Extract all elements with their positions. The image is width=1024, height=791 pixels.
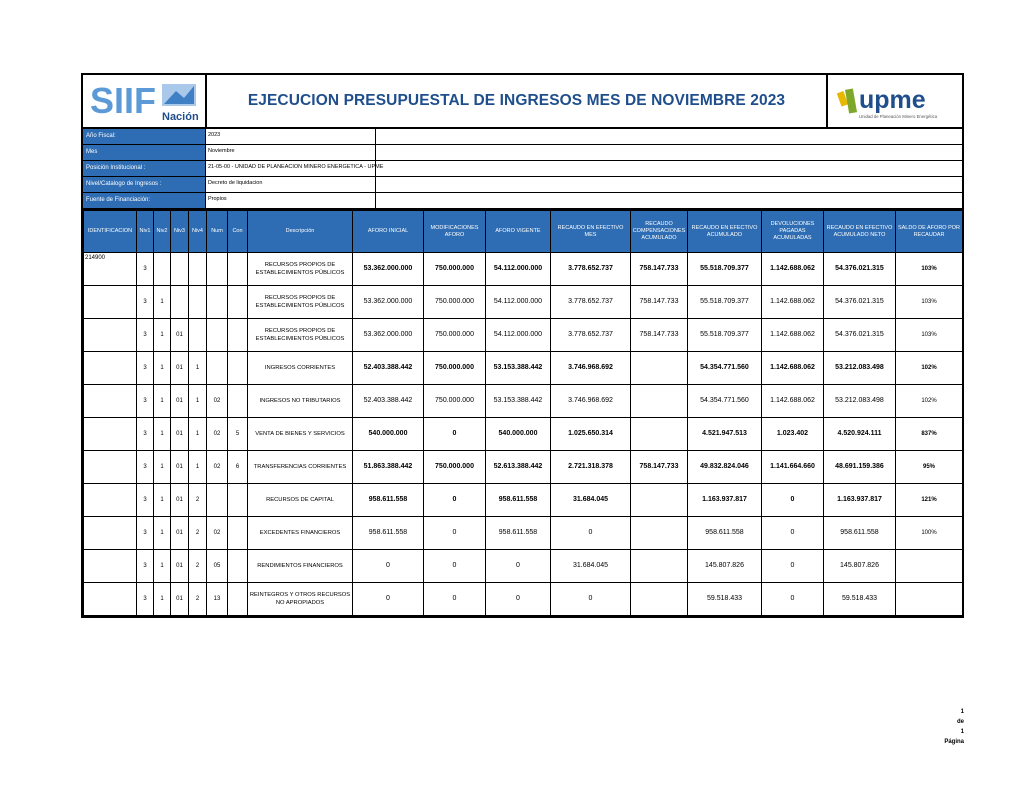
table-cell-compensaciones	[631, 352, 688, 385]
column-header: Niv4	[189, 211, 207, 253]
table-cell-aforo-vigente: 540.000.000	[486, 418, 551, 451]
table-cell-devoluciones: 1.141.664.660	[762, 451, 824, 484]
table-cell-aforo-vigente: 958.611.558	[486, 517, 551, 550]
table-cell-desc: RECURSOS DE CAPITAL	[248, 484, 353, 517]
table-cell-neto: 59.518.433	[824, 583, 896, 616]
table-cell-recaudo-acum: 55.518.709.377	[688, 286, 762, 319]
table-cell-desc: REINTEGROS Y OTROS RECURSOS NO APROPIADOS	[248, 583, 353, 616]
table-cell-n2: 1	[154, 352, 171, 385]
table-cell-num	[207, 286, 228, 319]
table-cell-num: 02	[207, 451, 228, 484]
table-cell-n1: 3	[137, 418, 154, 451]
table-cell-n2: 1	[154, 517, 171, 550]
table-cell-recaudo-mes: 2.721.318.378	[551, 451, 631, 484]
table-cell-n2: 1	[154, 451, 171, 484]
table-cell-recaudo-acum: 145.807.826	[688, 550, 762, 583]
table-cell-neto: 53.212.083.498	[824, 352, 896, 385]
table-cell-n3: 01	[171, 583, 189, 616]
upme-logo	[826, 75, 962, 127]
table-cell-modificaciones: 0	[424, 583, 486, 616]
meta-value: Decreto de liquidacion	[206, 177, 376, 192]
column-header: MODIFICACIONES AFORO	[424, 211, 486, 253]
table-row	[84, 550, 963, 583]
table-cell-desc: TRANSFERENCIAS CORRIENTES	[248, 451, 353, 484]
column-header: Niv3	[171, 211, 189, 253]
table-cell-con	[228, 484, 248, 517]
table-cell-saldo: 100%	[896, 517, 963, 550]
siif-logo	[83, 75, 207, 127]
table-cell-num: 02	[207, 517, 228, 550]
table-cell-n3: 01	[171, 451, 189, 484]
table-cell-devoluciones: 1.142.688.062	[762, 253, 824, 286]
table-cell-aforo-inicial: 52.403.388.442	[353, 352, 424, 385]
meta-value: 2023	[206, 129, 376, 144]
table-cell-neto: 54.376.021.315	[824, 286, 896, 319]
table-cell-desc: INGRESOS CORRIENTES	[248, 352, 353, 385]
table-cell-n2: 1	[154, 583, 171, 616]
table-cell-recaudo-acum: 54.354.771.560	[688, 352, 762, 385]
table-cell-saldo: 103%	[896, 319, 963, 352]
table-cell-neto: 54.376.021.315	[824, 319, 896, 352]
table-cell-num	[207, 484, 228, 517]
column-header: AFORO INICIAL	[353, 211, 424, 253]
meta-label: Posición Institucional :	[83, 161, 206, 176]
column-header: DEVOLUCIONES PAGADAS ACUMULADAS	[762, 211, 824, 253]
table-cell-aforo-inicial: 52.403.388.442	[353, 385, 424, 418]
table-cell-n3: 01	[171, 550, 189, 583]
table-cell-recaudo-mes: 3.746.968.692	[551, 352, 631, 385]
table-cell-compensaciones: 758.147.733	[631, 319, 688, 352]
table-header-row	[84, 211, 963, 253]
column-header: Con	[228, 211, 248, 253]
table-cell-aforo-inicial: 53.362.000.000	[353, 319, 424, 352]
page-footer	[934, 707, 964, 747]
table-cell-n2: 1	[154, 484, 171, 517]
table-cell-compensaciones	[631, 418, 688, 451]
table-cell-recaudo-acum: 4.521.947.513	[688, 418, 762, 451]
table-cell-saldo: 95%	[896, 451, 963, 484]
meta-row-funding-source	[83, 193, 962, 210]
table-cell-n4: 1	[189, 418, 207, 451]
table-cell-n3: 01	[171, 517, 189, 550]
meta-row-institution	[83, 161, 962, 177]
table-cell-devoluciones: 1.142.688.062	[762, 319, 824, 352]
table-row	[84, 253, 963, 286]
table-cell-desc: VENTA DE BIENES Y SERVICIOS	[248, 418, 353, 451]
table-cell-compensaciones	[631, 484, 688, 517]
table-cell-saldo	[896, 583, 963, 616]
table-cell-n3: 01	[171, 352, 189, 385]
table-cell-id	[84, 418, 137, 451]
column-header: RECAUDO EN EFECTIVO ACUMULADO NETO	[824, 211, 896, 253]
table-cell-con	[228, 253, 248, 286]
table-cell-aforo-inicial: 53.362.000.000	[353, 286, 424, 319]
table-cell-devoluciones: 1.023.402	[762, 418, 824, 451]
table-cell-id	[84, 319, 137, 352]
table-cell-n4	[189, 286, 207, 319]
table-cell-id: 214900	[84, 253, 137, 286]
meta-row-month	[83, 145, 962, 161]
table-cell-recaudo-mes: 1.025.650.314	[551, 418, 631, 451]
table-cell-neto: 958.611.558	[824, 517, 896, 550]
table-cell-n1: 3	[137, 550, 154, 583]
table-cell-devoluciones: 1.142.688.062	[762, 385, 824, 418]
table-cell-num	[207, 319, 228, 352]
table-cell-id	[84, 352, 137, 385]
table-cell-aforo-inicial: 53.362.000.000	[353, 253, 424, 286]
table-cell-modificaciones: 750.000.000	[424, 253, 486, 286]
table-row	[84, 352, 963, 385]
table-cell-n4: 2	[189, 484, 207, 517]
table-cell-n4: 1	[189, 352, 207, 385]
table-cell-n1: 3	[137, 286, 154, 319]
table-row	[84, 286, 963, 319]
table-row	[84, 451, 963, 484]
column-header: RECAUDO EN EFECTIVO MES	[551, 211, 631, 253]
table-cell-recaudo-mes: 3.778.652.737	[551, 253, 631, 286]
table-cell-saldo: 837%	[896, 418, 963, 451]
table-cell-saldo: 102%	[896, 385, 963, 418]
table-cell-devoluciones: 0	[762, 550, 824, 583]
table-cell-n4: 1	[189, 451, 207, 484]
report-header	[83, 75, 962, 129]
table-cell-con	[228, 517, 248, 550]
table-cell-n3	[171, 253, 189, 286]
column-header: IDENTIFICACION	[84, 211, 137, 253]
table-cell-neto: 54.376.021.315	[824, 253, 896, 286]
table-cell-compensaciones: 758.147.733	[631, 451, 688, 484]
table-cell-compensaciones: 758.147.733	[631, 286, 688, 319]
column-header: Niv1	[137, 211, 154, 253]
meta-value: Propios	[206, 193, 376, 208]
table-cell-recaudo-mes: 3.778.652.737	[551, 319, 631, 352]
table-cell-num: 13	[207, 583, 228, 616]
report-title: EJECUCION PRESUPUESTAL DE INGRESOS MES DE NOVIEMBRE 2023	[247, 92, 786, 109]
table-cell-modificaciones: 0	[424, 517, 486, 550]
table-cell-n4	[189, 253, 207, 286]
meta-label: Año Fiscal:	[83, 129, 206, 144]
table-cell-devoluciones: 1.142.688.062	[762, 352, 824, 385]
table-cell-n1: 3	[137, 484, 154, 517]
table-cell-con: 6	[228, 451, 248, 484]
table-row	[84, 418, 963, 451]
table-cell-neto: 4.520.924.111	[824, 418, 896, 451]
table-row	[84, 583, 963, 616]
table-cell-num	[207, 253, 228, 286]
upme-logo-subtext: Unidad de Planeación Minero Energética	[859, 114, 938, 119]
table-cell-neto: 53.212.083.498	[824, 385, 896, 418]
table-cell-compensaciones: 758.147.733	[631, 253, 688, 286]
table-cell-n1: 3	[137, 352, 154, 385]
table-cell-n2: 1	[154, 550, 171, 583]
table-cell-con	[228, 583, 248, 616]
table-cell-n3: 01	[171, 385, 189, 418]
table-cell-aforo-inicial: 0	[353, 583, 424, 616]
table-cell-n1: 3	[137, 253, 154, 286]
table-cell-id	[84, 517, 137, 550]
table-cell-n1: 3	[137, 451, 154, 484]
table-cell-recaudo-acum: 54.354.771.560	[688, 385, 762, 418]
table-cell-modificaciones: 750.000.000	[424, 385, 486, 418]
table-cell-con	[228, 352, 248, 385]
table-cell-aforo-inicial: 958.611.558	[353, 484, 424, 517]
table-cell-con: 5	[228, 418, 248, 451]
table-cell-n3: 01	[171, 418, 189, 451]
page-label: Página	[944, 739, 964, 745]
table-cell-aforo-inicial: 51.863.388.442	[353, 451, 424, 484]
column-header: AFORO VIGENTE	[486, 211, 551, 253]
table-cell-aforo-inicial: 958.611.558	[353, 517, 424, 550]
table-cell-con	[228, 385, 248, 418]
table-cell-n2: 1	[154, 319, 171, 352]
page-total: 1	[960, 729, 964, 735]
table-cell-n3: 01	[171, 319, 189, 352]
table-cell-aforo-vigente: 54.112.000.000	[486, 286, 551, 319]
table-cell-n2: 1	[154, 286, 171, 319]
table-cell-desc: RECURSOS PROPIOS DE ESTABLECIMIENTOS PÚBLICOS	[248, 253, 353, 286]
meta-row-fiscal-year	[83, 129, 962, 145]
table-cell-desc: INGRESOS NO TRIBUTARIOS	[248, 385, 353, 418]
table-cell-n3	[171, 286, 189, 319]
page-number: 1	[960, 709, 964, 715]
table-cell-id	[84, 451, 137, 484]
table-cell-aforo-vigente: 54.112.000.000	[486, 319, 551, 352]
report-sheet	[81, 73, 964, 618]
meta-label: Nivel/Catalogo de Ingresos :	[83, 177, 206, 192]
table-cell-n4: 2	[189, 583, 207, 616]
table-cell-modificaciones: 0	[424, 418, 486, 451]
table-body	[84, 253, 963, 616]
table-cell-devoluciones: 0	[762, 484, 824, 517]
table-cell-n2	[154, 253, 171, 286]
table-cell-recaudo-mes: 0	[551, 517, 631, 550]
table-cell-recaudo-mes: 31.684.045	[551, 550, 631, 583]
siif-logo-subtext: Nación	[162, 111, 199, 123]
table-cell-n2: 1	[154, 385, 171, 418]
table-cell-neto: 1.163.937.817	[824, 484, 896, 517]
table-cell-num: 02	[207, 418, 228, 451]
page-of: de	[956, 719, 964, 725]
meta-label: Fuente de Financiación:	[83, 193, 206, 208]
table-cell-neto: 145.807.826	[824, 550, 896, 583]
table-cell-recaudo-acum: 1.163.937.817	[688, 484, 762, 517]
table-cell-saldo: 121%	[896, 484, 963, 517]
table-cell-con	[228, 550, 248, 583]
table-cell-modificaciones: 750.000.000	[424, 286, 486, 319]
meta-row-catalog	[83, 177, 962, 193]
table-cell-desc: RECURSOS PROPIOS DE ESTABLECIMIENTOS PÚBLICOS	[248, 286, 353, 319]
table-cell-n1: 3	[137, 319, 154, 352]
table-cell-id	[84, 385, 137, 418]
table-cell-aforo-vigente: 53.153.388.442	[486, 385, 551, 418]
meta-value: 21-05-00 - UNIDAD DE PLANEACION MINERO ENERGETICA - UPME	[206, 161, 376, 176]
table-cell-devoluciones: 1.142.688.062	[762, 286, 824, 319]
table-cell-devoluciones: 0	[762, 583, 824, 616]
table-row	[84, 484, 963, 517]
table-cell-n4: 2	[189, 517, 207, 550]
table-cell-aforo-vigente: 53.153.388.442	[486, 352, 551, 385]
table-cell-modificaciones: 0	[424, 550, 486, 583]
table-cell-con	[228, 319, 248, 352]
table-cell-recaudo-acum: 59.518.433	[688, 583, 762, 616]
meta-value: Noviembre	[206, 145, 376, 160]
table-cell-recaudo-acum: 49.832.824.046	[688, 451, 762, 484]
table-row	[84, 385, 963, 418]
table-cell-aforo-inicial: 540.000.000	[353, 418, 424, 451]
column-header: SALDO DE AFORO POR RECAUDAR	[896, 211, 963, 253]
table-cell-n4	[189, 319, 207, 352]
table-row	[84, 319, 963, 352]
table-cell-recaudo-acum: 958.611.558	[688, 517, 762, 550]
table-cell-aforo-vigente: 54.112.000.000	[486, 253, 551, 286]
table-cell-con	[228, 286, 248, 319]
table-cell-aforo-vigente: 0	[486, 583, 551, 616]
table-cell-id	[84, 550, 137, 583]
table-cell-aforo-vigente: 958.611.558	[486, 484, 551, 517]
table-cell-modificaciones: 750.000.000	[424, 319, 486, 352]
table-cell-recaudo-mes: 3.746.968.692	[551, 385, 631, 418]
table-cell-n4: 1	[189, 385, 207, 418]
table-cell-recaudo-mes: 3.778.652.737	[551, 286, 631, 319]
table-cell-n3: 01	[171, 484, 189, 517]
table-cell-aforo-vigente: 52.613.388.442	[486, 451, 551, 484]
table-cell-n1: 3	[137, 517, 154, 550]
upme-logo-text: upme	[859, 86, 926, 114]
table-cell-id	[84, 583, 137, 616]
table-cell-num	[207, 352, 228, 385]
table-cell-aforo-vigente: 0	[486, 550, 551, 583]
table-cell-id	[84, 286, 137, 319]
column-header: Num	[207, 211, 228, 253]
table-cell-recaudo-mes: 0	[551, 583, 631, 616]
table-cell-modificaciones: 0	[424, 484, 486, 517]
table-cell-recaudo-acum: 55.518.709.377	[688, 319, 762, 352]
table-cell-saldo: 103%	[896, 286, 963, 319]
table-cell-desc: RECURSOS PROPIOS DE ESTABLECIMIENTOS PÚBLICOS	[248, 319, 353, 352]
table-cell-compensaciones	[631, 385, 688, 418]
table-cell-modificaciones: 750.000.000	[424, 451, 486, 484]
meta-label: Mes	[83, 145, 206, 160]
column-header: RECAUDO COMPENSACIONES ACUMULADO	[631, 211, 688, 253]
table-cell-recaudo-mes: 31.684.045	[551, 484, 631, 517]
column-header: Niv2	[154, 211, 171, 253]
table-cell-compensaciones	[631, 583, 688, 616]
table-cell-compensaciones	[631, 517, 688, 550]
table-cell-desc: EXCEDENTES FINANCIEROS	[248, 517, 353, 550]
table-row	[84, 517, 963, 550]
table-cell-n1: 3	[137, 583, 154, 616]
table-cell-aforo-inicial: 0	[353, 550, 424, 583]
column-header: Descripción	[248, 211, 353, 253]
budget-table	[83, 210, 963, 616]
column-header: RECAUDO EN EFECTIVO ACUMULADO	[688, 211, 762, 253]
table-cell-saldo: 103%	[896, 253, 963, 286]
table-cell-saldo: 102%	[896, 352, 963, 385]
table-cell-n4: 2	[189, 550, 207, 583]
table-cell-neto: 48.691.159.386	[824, 451, 896, 484]
table-cell-recaudo-acum: 55.518.709.377	[688, 253, 762, 286]
table-cell-n2: 1	[154, 418, 171, 451]
table-cell-modificaciones: 750.000.000	[424, 352, 486, 385]
table-cell-num: 02	[207, 385, 228, 418]
table-cell-num: 05	[207, 550, 228, 583]
table-cell-devoluciones: 0	[762, 517, 824, 550]
table-cell-saldo	[896, 550, 963, 583]
table-cell-n1: 3	[137, 385, 154, 418]
table-cell-id	[84, 484, 137, 517]
table-cell-desc: RENDIMIENTOS FINANCIEROS	[248, 550, 353, 583]
siif-logo-text: SIIF	[90, 80, 157, 121]
table-cell-compensaciones	[631, 550, 688, 583]
